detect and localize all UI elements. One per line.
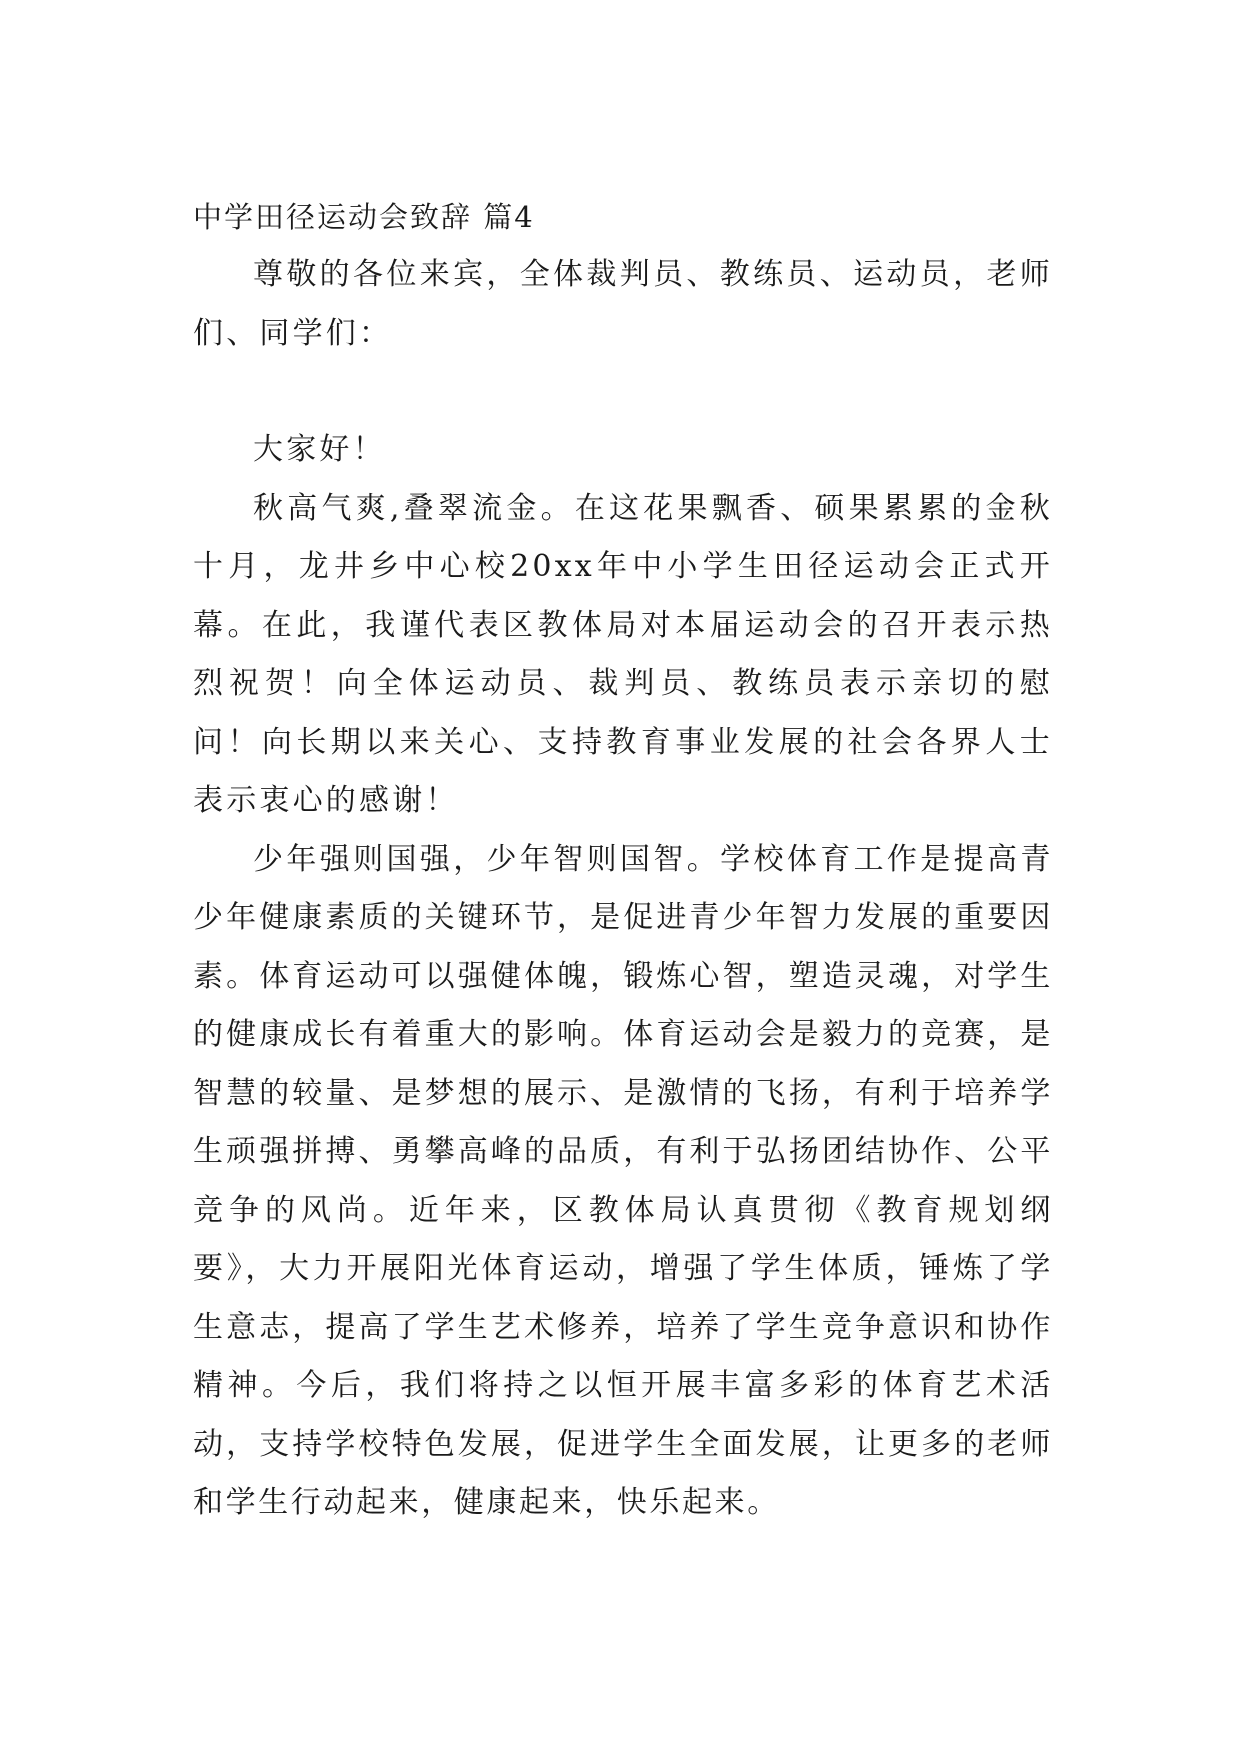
paragraph-opening: 秋高气爽,叠翠流金。在这花果飘香、硕果累累的金秋十月，龙井乡中心校20xx年中小学生田径运动会正式开幕。在此，我谨代表区教体局对本届运动会的召开表示热烈祝贺！向全体运动员、裁判员、教练员表示亲切的慰问！向长期以来关心、支持教育事业发展的社会各界人士表示衷心的感谢！	[193, 490, 1053, 818]
paragraph-body: 少年强则国强，少年智则国智。学校体育工作是提高青少年健康素质的关键环节，是促进青少年智力发展的重要因素。体育运动可以强健体魄，锻炼心智，塑造灵魂，对学生的健康成长有着重大的影响。体育运动会是毅力的竞赛，是智慧的较量、是梦想的展示、是激情的飞扬，有利于培养学生顽强拼搏、勇攀高峰的品质，有利于弘扬团结协作、公平竞争的风尚。近年来，区教体局认真贯彻《教育规划纲要》，大力开展阳光体育运动，增强了学生体质，锤炼了学生意志，提高了学生艺术修养，培养了学生竞争意识和协作精神。今后，我们将持之以恒开展丰富多彩的体育艺术活动，支持学校特色发展，促进学生全面发展，让更多的老师和学生行动起来，健康起来，快乐起来。	[193, 841, 1053, 1520]
greeting: 大家好！	[253, 432, 386, 467]
blank-line	[193, 363, 1053, 421]
document-body	[193, 188, 1053, 1533]
document-title: 中学田径运动会致辞 篇4	[193, 200, 535, 234]
salutation: 尊敬的各位来宾，全体裁判员、教练员、运动员，老师们、同学们：	[193, 257, 1053, 351]
